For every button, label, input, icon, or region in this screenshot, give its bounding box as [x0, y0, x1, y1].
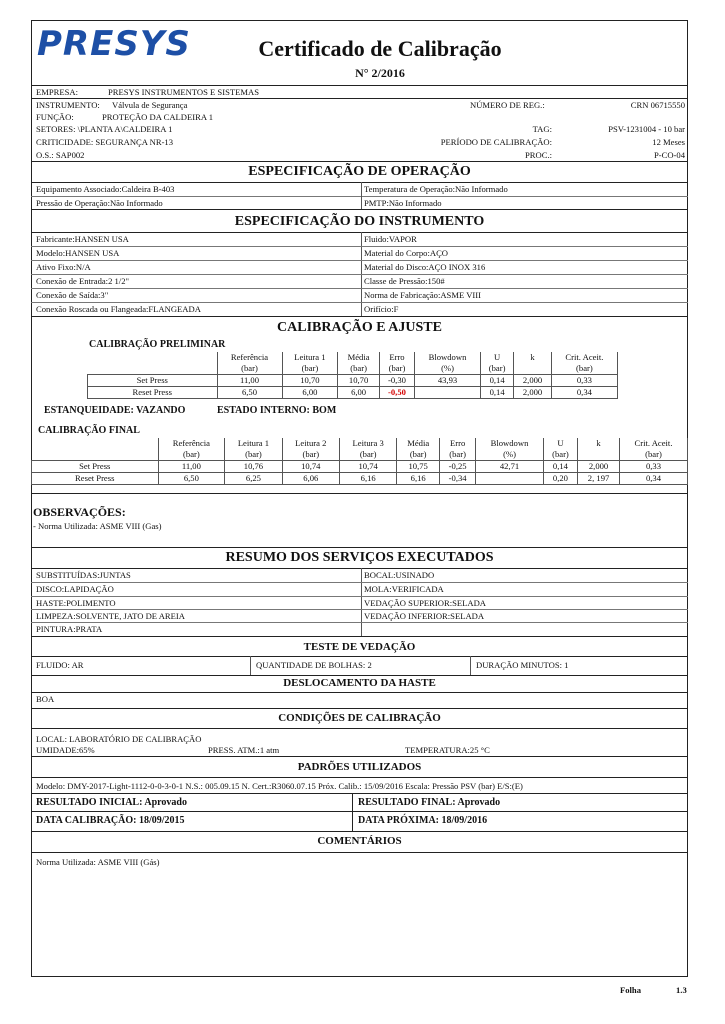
final-corner [32, 438, 159, 449]
final-header: Referência [158, 438, 225, 449]
divider [250, 656, 251, 675]
prelim-unit: (bar) [282, 363, 338, 375]
prelim-unit: (bar) [551, 363, 617, 375]
final-unit: (bar) [225, 449, 282, 461]
table-cell: Set Press [32, 461, 159, 473]
divider [31, 622, 688, 623]
table-cell: 0,33 [551, 375, 617, 387]
prelim-unit: (bar) [338, 363, 380, 375]
table-cell: 6,16 [339, 473, 396, 485]
divider [31, 85, 688, 86]
divider [31, 161, 688, 162]
instr-left-4: Conexão de Saída:3" [36, 290, 109, 300]
section-title-instrumento: ESPECIFICAÇÃO DO INSTRUMENTO [234, 214, 485, 229]
prelim-header: Crit. Aceit. [551, 352, 617, 363]
table-cell: 6,16 [397, 473, 440, 485]
condicoes-temperatura: TEMPERATURA:25 °C [405, 745, 490, 755]
instrumento-value: Válvula de Segurança [112, 100, 188, 110]
operacao-left-0: Equipamento Associado:Caldeira B-403 [36, 184, 175, 194]
resumo-left-3: LIMPEZA:SOLVENTE, JATO DE AREIA [36, 611, 185, 621]
presys-logo: PRESYS [37, 24, 191, 64]
section-title-deslocamento: DESLOCAMENTO DA HASTE [283, 677, 436, 689]
proc-value: P-CO-04 [653, 150, 685, 160]
divider [31, 708, 688, 709]
condicoes-umidade: UMIDADE:65% [36, 745, 95, 755]
divider [361, 182, 362, 209]
divider [31, 777, 688, 778]
table-cell: 0,34 [551, 387, 617, 399]
operacao-right-1: PMTP:Não Informado [364, 198, 442, 208]
vedacao-fluido: FLUIDO: AR [36, 660, 84, 670]
numero-reg-value: CRN 06715550 [630, 100, 685, 110]
final-unit: (bar) [440, 449, 476, 461]
final-unit: (%) [476, 449, 544, 461]
divider [31, 274, 688, 275]
operacao-left-1: Pressão de Operação:Não Informado [36, 198, 163, 208]
certificate-number: N° 2/2016 [355, 66, 405, 80]
divider [31, 596, 688, 597]
final-header: Blowdown [476, 438, 544, 449]
table-cell: 10,70 [282, 375, 338, 387]
data-calibracao: DATA CALIBRAÇÃO: 18/09/2015 [36, 815, 185, 826]
table-cell: -0,25 [440, 461, 476, 473]
table-cell: 10,74 [339, 461, 396, 473]
divider [31, 209, 688, 210]
padroes-text: Modelo: DMY-2017-Light-1112-0-0-3-0-1 N.S.: 005.09.15 N. Cert.:R3060.07.15 Próx. Calib.: 15/09/2016 Escala: Pressão PSV (bar) E/S:(E) [36, 781, 523, 791]
divider [31, 582, 688, 583]
instr-left-2: Ativo Fixo:N/A [36, 262, 91, 272]
section-title-condicoes: CONDIÇÕES DE CALIBRAÇÃO [278, 712, 441, 724]
folha-value: 1.3 [676, 985, 687, 995]
divider [31, 636, 688, 637]
estanqueidade: ESTANQUEIDADE: VAZANDO [44, 405, 186, 416]
proc-label: PROC.: [525, 150, 552, 160]
prelim-unit: (bar) [379, 363, 414, 375]
instr-right-0: Fluido:VAPOR [364, 234, 417, 244]
table-cell: 6,50 [217, 387, 282, 399]
table-row [32, 473, 688, 485]
table-cell: 11,00 [158, 461, 225, 473]
resumo-left-0: SUBSTITUÍDAS:JUNTAS [36, 570, 131, 580]
resumo-left-1: DISCO:LAPIDAÇÃO [36, 584, 114, 594]
final-corner [32, 449, 159, 461]
instr-left-3: Conexão de Entrada:2 1/2" [36, 276, 129, 286]
operacao-right-0: Temperatura de Operação:Não Informado [364, 184, 508, 194]
divider [352, 793, 353, 831]
final-header: Leitura 3 [339, 438, 396, 449]
final-unit [578, 449, 620, 461]
divider [31, 182, 688, 183]
table-cell: 2,000 [578, 461, 620, 473]
table-cell: 10,76 [225, 461, 282, 473]
final-unit: (bar) [397, 449, 440, 461]
prelim-unit: (bar) [217, 363, 282, 375]
final-header: Média [397, 438, 440, 449]
instr-right-3: Classe de Pressão:150# [364, 276, 445, 286]
table-cell: 6,25 [225, 473, 282, 485]
final-unit: (bar) [543, 449, 577, 461]
final-unit: (bar) [619, 449, 687, 461]
prelim-corner [88, 363, 218, 375]
divider [31, 793, 688, 794]
table-row [32, 461, 688, 473]
prelim-header: Média [338, 352, 380, 363]
instr-left-5: Conexão Roscada ou Flangeada:FLANGEADA [36, 304, 201, 314]
divider [31, 656, 688, 657]
os: O.S.: SAP002 [36, 150, 85, 160]
table-cell: 0,14 [480, 387, 513, 399]
divider [31, 675, 688, 676]
instr-left-0: Fabricante:HANSEN USA [36, 234, 129, 244]
prelim-unit: (bar) [480, 363, 513, 375]
resultado-inicial: RESULTADO INICIAL: Aprovado [36, 797, 187, 808]
divider [31, 288, 688, 289]
divider [31, 547, 688, 548]
divider [31, 692, 688, 693]
table-cell: 2,000 [514, 375, 551, 387]
vedacao-duracao: DURAÇÃO MINUTOS: 1 [476, 660, 569, 670]
final-unit: (bar) [158, 449, 225, 461]
table-cell-error-highlight: -0,50 [379, 387, 414, 399]
criticidade: CRITICIDADE: SEGURANÇA NR-13 [36, 137, 174, 147]
divider [31, 493, 688, 494]
prelim-header: Referência [217, 352, 282, 363]
table-cell: 2, 197 [578, 473, 620, 485]
final-unit: (bar) [282, 449, 339, 461]
divider [31, 98, 688, 99]
periodo-value: 12 Meses [652, 137, 685, 147]
final-title: CALIBRAÇÃO FINAL [38, 425, 140, 436]
table-cell: 0,34 [619, 473, 687, 485]
resumo-right-2: VEDAÇÃO SUPERIOR:SELADA [364, 598, 486, 608]
vedacao-bolhas: QUANTIDADE DE BOLHAS: 2 [256, 660, 372, 670]
divider [31, 232, 688, 233]
prelim-unit: (%) [415, 363, 481, 375]
prelim-title: CALIBRAÇÃO PRELIMINAR [89, 339, 226, 350]
divider [31, 609, 688, 610]
empresa-label: EMPRESA: [36, 87, 79, 97]
certificate-title: Certificado de Calibração [258, 36, 502, 61]
divider [31, 260, 688, 261]
instr-right-4: Norma de Fabricação:ASME VIII [364, 290, 482, 300]
table-cell: Set Press [88, 375, 218, 387]
observacoes-text: - Norma Utilizada: ASME VIII (Gas) [33, 521, 162, 531]
prelim-header: k [514, 352, 551, 363]
prelim-corner [88, 352, 218, 363]
comentarios-text: Norma Utilizada: ASME VIII (Gás) [36, 857, 160, 867]
observacoes-title: OBSERVAÇÕES: [33, 505, 126, 519]
data-proxima: DATA PRÓXIMA: 18/09/2016 [358, 815, 488, 826]
table-cell: -0,34 [440, 473, 476, 485]
prelim-table [87, 352, 618, 399]
table-cell: 6,06 [282, 473, 339, 485]
prelim-header: U [480, 352, 513, 363]
empresa-value: PRESYS INSTRUMENTOS E SISTEMAS [108, 87, 259, 97]
divider [31, 568, 688, 569]
table-cell: 0,14 [480, 375, 513, 387]
table-row [88, 387, 618, 399]
final-header: Erro [440, 438, 476, 449]
condicoes-local: LOCAL: LABORATÓRIO DE CALIBRAÇÃO [36, 734, 202, 744]
final-header: Leitura 2 [282, 438, 339, 449]
table-cell: 43,93 [415, 375, 481, 387]
divider [361, 568, 362, 636]
section-title-padroes: PADRÕES UTILIZADOS [297, 761, 422, 773]
instr-right-1: Material do Corpo:AÇO [364, 248, 449, 258]
divider [31, 316, 688, 317]
section-title-calibracao: CALIBRAÇÃO E AJUSTE [277, 320, 442, 335]
resumo-right-0: BOCAL:USINADO [364, 570, 435, 580]
table-cell: -0,30 [379, 375, 414, 387]
divider [31, 852, 688, 853]
estado-interno: ESTADO INTERNO: BOM [217, 405, 337, 416]
resumo-right-1: MOLA:VERIFICADA [364, 584, 444, 594]
final-unit: (bar) [339, 449, 396, 461]
instr-left-1: Modelo:HANSEN USA [36, 248, 120, 258]
prelim-unit [514, 363, 551, 375]
divider [31, 831, 688, 832]
tag-value: PSV-1231004 - 10 bar [608, 124, 685, 134]
numero-reg-label: NÚMERO DE REG.: [470, 100, 545, 110]
table-cell [476, 473, 544, 485]
folha-label: Folha [620, 985, 642, 995]
final-table [31, 438, 688, 485]
resumo-left-2: HASTE:POLIMENTO [36, 598, 116, 608]
table-cell: 0,14 [543, 461, 577, 473]
table-cell: 0,20 [543, 473, 577, 485]
table-cell: 10,75 [397, 461, 440, 473]
tag-label: TAG: [532, 124, 552, 134]
final-header: k [578, 438, 620, 449]
divider [31, 756, 688, 757]
table-cell [415, 387, 481, 399]
resumo-right-3: VEDAÇÃO INFERIOR:SELADA [364, 611, 485, 621]
table-cell: 6,50 [158, 473, 225, 485]
periodo-label: PERÍODO DE CALIBRAÇÃO: [440, 137, 552, 147]
funcao-label: FUNÇÃO: [36, 112, 74, 122]
table-cell: 6,00 [338, 387, 380, 399]
table-cell: Reset Press [32, 473, 159, 485]
final-header: Crit. Aceit. [619, 438, 687, 449]
table-cell: 2,000 [514, 387, 551, 399]
table-row [88, 375, 618, 387]
prelim-header: Erro [379, 352, 414, 363]
divider [31, 196, 688, 197]
section-title-vedacao: TESTE DE VEDAÇÃO [303, 641, 416, 653]
instr-right-2: Material do Disco:AÇO INOX 316 [364, 262, 486, 272]
table-cell: 11,00 [217, 375, 282, 387]
table-cell: Reset Press [88, 387, 218, 399]
final-header: U [543, 438, 577, 449]
deslocamento-text: BOA [36, 694, 55, 704]
prelim-header: Leitura 1 [282, 352, 338, 363]
section-title-operacao: ESPECIFICAÇÃO DE OPERAÇÃO [248, 164, 471, 179]
divider [31, 811, 688, 812]
resultado-final: RESULTADO FINAL: Aprovado [358, 797, 501, 808]
condicoes-press: PRESS. ATM.:1 atm [208, 745, 280, 755]
table-cell: 6,00 [282, 387, 338, 399]
funcao-value: PROTEÇÃO DA CALDEIRA 1 [102, 112, 214, 122]
table-cell: 42,71 [476, 461, 544, 473]
table-cell: 0,33 [619, 461, 687, 473]
divider [31, 302, 688, 303]
table-cell: 10,74 [282, 461, 339, 473]
setores: SETORES: \PLANTA A\CALDEIRA 1 [36, 124, 173, 134]
prelim-header: Blowdown [415, 352, 481, 363]
section-title-resumo: RESUMO DOS SERVIÇOS EXECUTADOS [225, 550, 494, 565]
divider [31, 246, 688, 247]
section-title-comentarios: COMENTÁRIOS [317, 835, 402, 847]
table-cell: 10,70 [338, 375, 380, 387]
divider [31, 728, 688, 729]
instrumento-label: INSTRUMENTO: [36, 100, 100, 110]
divider [470, 656, 471, 675]
instr-right-5: Orifício:F [364, 304, 399, 314]
final-header: Leitura 1 [225, 438, 282, 449]
resumo-left-4: PINTURA:PRATA [36, 624, 103, 634]
